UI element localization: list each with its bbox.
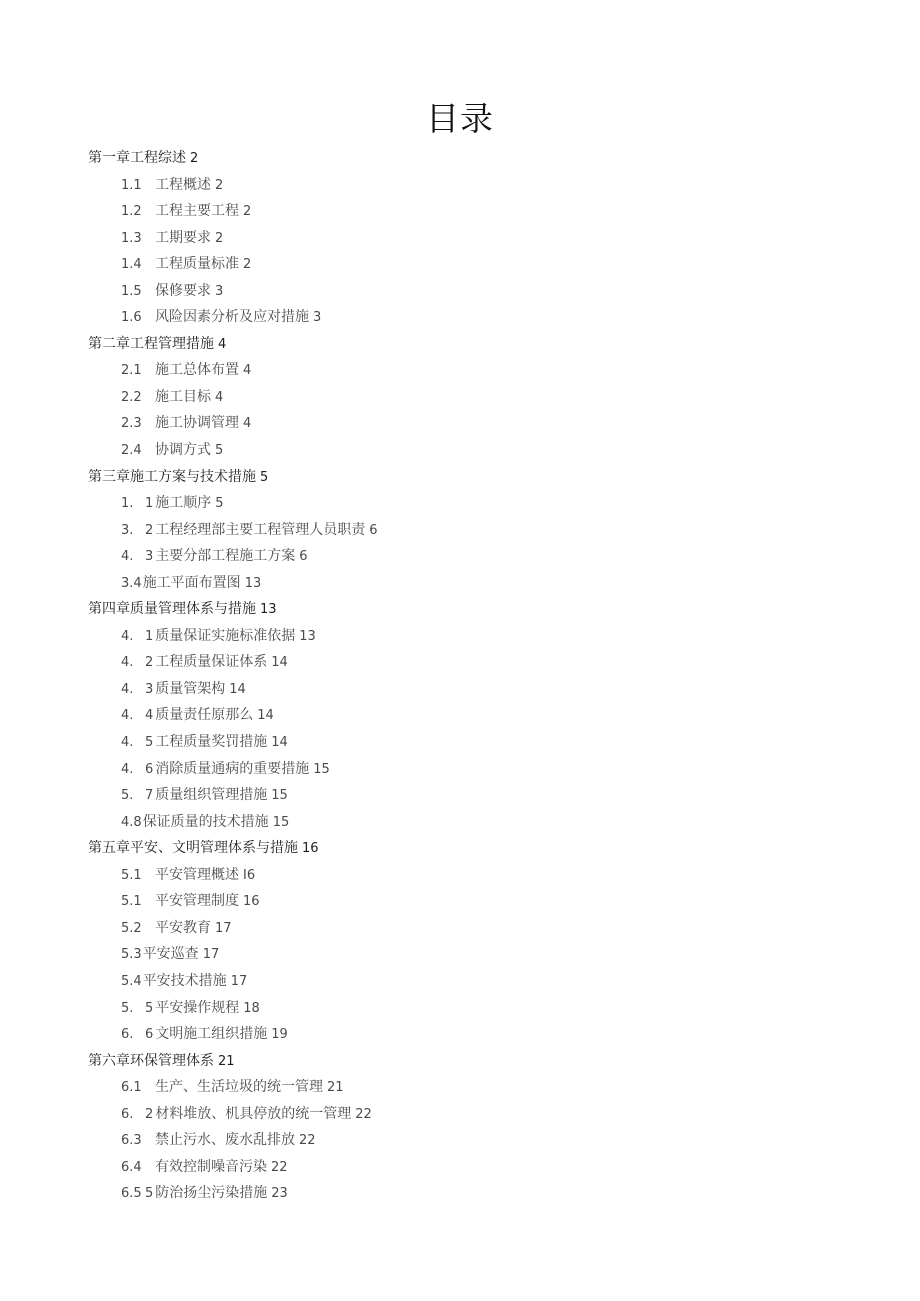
section-number: 4. <box>121 655 134 671</box>
toc-section-entry <box>0 490 920 517</box>
section-number: 1.1 <box>121 177 142 193</box>
page-number: 22 <box>271 1159 288 1175</box>
page-number: 5 <box>260 469 269 485</box>
entry-title: 工程概述 <box>155 176 211 193</box>
toc-title: 目录 <box>426 99 494 138</box>
section-number: 1.2 <box>121 204 142 220</box>
entry-title: 第四章质量管理体系与措施 <box>88 601 256 618</box>
page-number: 15 <box>272 814 290 830</box>
section-number: 6.4 <box>121 1159 142 1175</box>
page-number: 6 <box>369 522 378 538</box>
page-number: 4 <box>243 416 252 432</box>
entry-title: 第五章平安、文明管理体系与措施 <box>88 840 298 857</box>
page-number: 3 <box>215 283 224 299</box>
page-number: 22 <box>299 1133 316 1149</box>
entry-title: 第二章工程管理措施 <box>88 335 214 352</box>
section-number: 5.4 <box>121 973 142 989</box>
entry-title: 协调方式 <box>155 442 211 459</box>
page-number: 21 <box>327 1080 344 1096</box>
section-subnumber: 4 <box>145 708 154 724</box>
toc-section-entry <box>0 517 920 544</box>
toc-section-entry <box>0 1154 920 1181</box>
page-number: 16 <box>243 894 260 910</box>
toc-section-entry <box>0 809 920 836</box>
section-number: 4.8 <box>121 814 142 830</box>
entry-title: 生产、生活垃圾的统一管理 <box>155 1079 323 1096</box>
table-of-contents <box>0 145 920 1207</box>
page-number: 21 <box>218 1053 235 1069</box>
section-number: 2.4 <box>121 443 142 459</box>
entry-title: 施工平面布置图 <box>142 574 241 591</box>
toc-section-entry <box>0 915 920 942</box>
entry-title: 有效控制噪音污染 <box>155 1158 267 1175</box>
page-number: 13 <box>260 602 277 618</box>
section-number: 1. <box>121 496 134 512</box>
page-number: 3 <box>313 310 322 326</box>
entry-title: 第一章工程综述 <box>88 150 186 166</box>
section-number: 4. <box>121 735 134 751</box>
toc-section-entry <box>0 384 920 411</box>
toc-section-entry <box>0 702 920 729</box>
entry-title: 施工总体布置 <box>155 362 239 379</box>
section-subnumber: 6 <box>145 761 154 777</box>
page-number: 14 <box>271 735 288 751</box>
page-number: 4 <box>215 389 224 405</box>
page-number: 17 <box>215 920 232 936</box>
entry-title: 平安管理制度 <box>155 893 239 910</box>
entry-title: 质量保证实施标准依据 <box>155 627 296 644</box>
toc-chapter-entry <box>0 331 920 358</box>
toc-section-entry <box>0 357 920 384</box>
entry-title: 第六章环保管理体系 <box>88 1052 214 1069</box>
section-number: 5.2 <box>121 920 142 936</box>
section-number: 4. <box>121 761 134 777</box>
section-number: 5. <box>121 1000 134 1016</box>
page-number: 23 <box>271 1186 288 1202</box>
section-number: 1.4 <box>121 257 142 273</box>
page-number: 15 <box>271 788 288 804</box>
toc-section-entry <box>0 968 920 995</box>
toc-section-entry <box>0 1180 920 1207</box>
toc-section-entry <box>0 278 920 305</box>
toc-section-entry <box>0 172 920 199</box>
page-number: 18 <box>243 1000 260 1016</box>
toc-section-entry <box>0 225 920 252</box>
entry-title: 工程质量保证体系 <box>155 654 268 671</box>
toc-section-entry <box>0 782 920 809</box>
toc-section-entry <box>0 995 920 1022</box>
entry-title: 禁止污水、废水乱排放 <box>155 1132 295 1149</box>
entry-title: 平安技术措施 <box>142 972 227 989</box>
page-number: 14 <box>271 655 288 671</box>
entry-title: 质量管架构 <box>155 680 226 697</box>
section-number: 6.1 <box>121 1080 142 1096</box>
page-number: 13 <box>299 628 316 644</box>
page-number: 4 <box>243 363 252 379</box>
entry-title: 质量责任原那么 <box>155 707 254 724</box>
page-number: 2 <box>215 230 224 246</box>
section-subnumber: 1 <box>145 628 154 644</box>
entry-title: 消除质量通病的重要措施 <box>155 760 310 777</box>
toc-section-entry <box>0 649 920 676</box>
page-number: 6 <box>299 549 308 565</box>
section-subnumber: 3 <box>145 681 154 697</box>
entry-title: 防治扬尘污染措施 <box>155 1185 268 1202</box>
section-subnumber: 6 <box>145 1027 154 1043</box>
page-number: I6 <box>243 867 256 883</box>
section-number: 1.3 <box>121 230 142 246</box>
entry-title: 文明施工组织措施 <box>155 1026 268 1043</box>
page-number: 14 <box>229 681 246 697</box>
section-subnumber: 1 <box>145 496 154 512</box>
section-number: 3.4 <box>121 575 142 591</box>
entry-title: 平安操作规程 <box>155 999 240 1016</box>
section-number: 5. <box>121 788 134 804</box>
toc-chapter-entry <box>0 835 920 862</box>
toc-chapter-entry <box>0 1048 920 1075</box>
entry-title: 施工顺序 <box>155 495 212 512</box>
section-subnumber: 2 <box>145 1106 154 1122</box>
section-number: 5.3 <box>121 947 142 963</box>
entry-title: 质量组织管理措施 <box>155 787 268 804</box>
section-subnumber: 7 <box>145 788 154 804</box>
entry-title: 保修要求 <box>155 282 211 299</box>
toc-section-entry <box>0 1127 920 1154</box>
page-number: 2 <box>243 204 252 220</box>
toc-chapter-entry <box>0 596 920 623</box>
page-number: 5 <box>215 496 224 512</box>
toc-section-entry <box>0 1101 920 1128</box>
section-number: 4. <box>121 708 134 724</box>
page-number: 15 <box>313 761 330 777</box>
toc-section-entry <box>0 941 920 968</box>
section-subnumber: 3 <box>145 549 154 565</box>
section-number: 6.3 <box>121 1133 142 1149</box>
entry-title: 工程经理部主要工程管理人员职责 <box>155 521 366 538</box>
entry-title: 风险因素分析及应对措施 <box>155 309 309 326</box>
section-number: 6. <box>121 1027 134 1043</box>
section-number: 4. <box>121 549 134 565</box>
toc-chapter-entry <box>0 464 920 491</box>
toc-section-entry <box>0 729 920 756</box>
toc-section-entry <box>0 570 920 597</box>
section-subnumber: 5 <box>145 1000 154 1016</box>
page-number: 2 <box>215 177 224 193</box>
toc-chapter-entry <box>0 145 920 172</box>
section-subnumber: 5 <box>145 735 154 751</box>
toc-section-entry <box>0 251 920 278</box>
section-number: 5.1 <box>121 894 142 910</box>
page-number: 2 <box>190 151 199 166</box>
toc-section-entry <box>0 756 920 783</box>
entry-title: 工程质量奖罚措施 <box>155 734 268 751</box>
section-number: 2.3 <box>121 416 142 432</box>
section-number: 1.6 <box>121 310 142 326</box>
entry-title: 平安教育 <box>155 919 211 936</box>
section-number: 2.1 <box>121 363 142 379</box>
page-number: 19 <box>271 1027 288 1043</box>
page-number: 2 <box>243 257 252 273</box>
entry-title: 主要分部工程施工方案 <box>155 548 296 565</box>
toc-section-entry <box>0 676 920 703</box>
page-number: 14 <box>257 708 274 724</box>
section-number: 6. <box>121 1106 134 1122</box>
entry-title: 材料堆放、机具停放的统一管理 <box>155 1105 352 1122</box>
section-number: 4. <box>121 628 134 644</box>
section-number: 2.2 <box>121 389 142 405</box>
page-number: 5 <box>215 443 224 459</box>
entry-title: 平安管理概述 <box>155 866 239 883</box>
section-number: 4. <box>121 681 134 697</box>
entry-title: 保证质量的技术措施 <box>142 813 269 830</box>
toc-section-entry <box>0 410 920 437</box>
entry-title: 第三章施工方案与技术措施 <box>88 468 256 485</box>
toc-section-entry <box>0 862 920 889</box>
section-subnumber: 2 <box>145 522 154 538</box>
page-number: 4 <box>218 336 227 352</box>
section-subnumber: 2 <box>145 655 154 671</box>
entry-title: 工程质量标准 <box>155 256 239 273</box>
toc-section-entry <box>0 888 920 915</box>
entry-title: 施工协调管理 <box>155 415 239 432</box>
toc-section-entry <box>0 1021 920 1048</box>
toc-section-entry <box>0 1074 920 1101</box>
toc-section-entry <box>0 437 920 464</box>
page-number: 16 <box>302 841 319 857</box>
toc-section-entry <box>0 304 920 331</box>
page-number: 13 <box>244 575 262 591</box>
page-number: 17 <box>202 947 220 963</box>
section-subnumber: 5 <box>145 1186 154 1202</box>
section-number: 5.1 <box>121 867 142 883</box>
entry-title: 平安巡查 <box>142 946 199 963</box>
toc-section-entry <box>0 543 920 570</box>
toc-section-entry <box>0 198 920 225</box>
page-number: 17 <box>230 973 248 989</box>
page-number: 22 <box>355 1106 372 1122</box>
section-number: 3. <box>121 522 134 538</box>
section-number: 1.5 <box>121 283 142 299</box>
toc-section-entry <box>0 623 920 650</box>
entry-title: 施工目标 <box>155 388 211 405</box>
entry-title: 工程主要工程 <box>155 203 239 220</box>
section-number: 6.5 <box>121 1186 142 1202</box>
entry-title: 工期要求 <box>155 229 211 246</box>
